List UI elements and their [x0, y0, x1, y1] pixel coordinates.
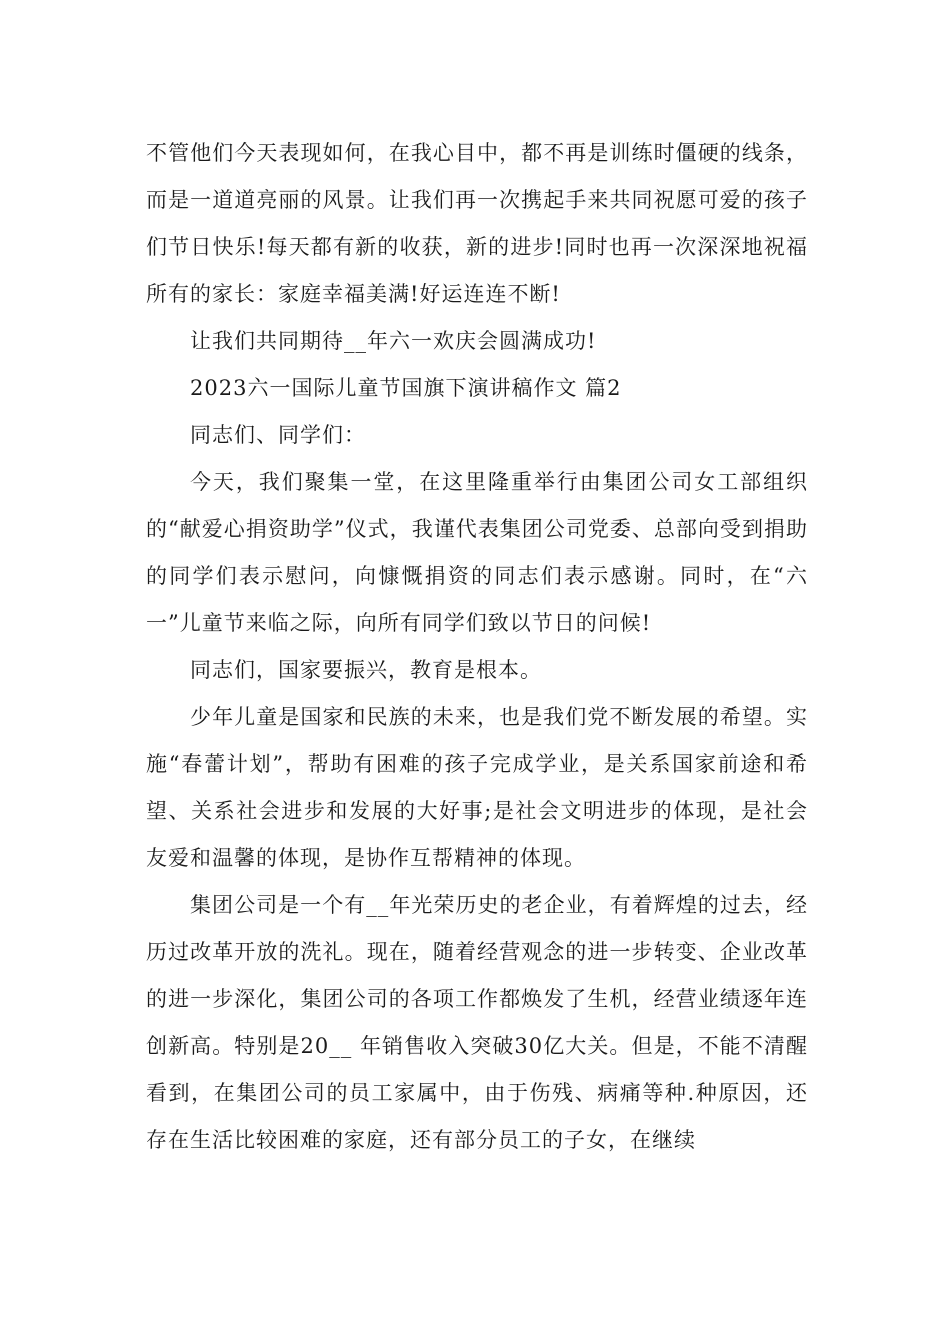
paragraph-salutation: 同志们、同学们： [190, 423, 366, 447]
paragraph-company-history: 集团公司是一个有__年光荣历史的老企业，有着辉煌的过去，经历过改革开放的洗礼。现在，随着经营观念的进一步转变、企业改革的进一步深化，集团公司的各项工作都焕发了生机，经营业绩逐年连创新高。特别是20__ 年销售收入突破30亿大关。但是，不能不清醒看到，在集团公司的员工家属中，由于伤残、病痛等种.种原因，还存在生活比较困难的家庭，还有部分员工的子女，在继续 [146, 893, 808, 1152]
paragraph-closing-wish: 让我们共同期待__年六一欢庆会圆满成功! [190, 329, 597, 353]
paragraph-continued: 不管他们今天表现如何，在我心目中，都不再是训练时僵硬的线条，而是一道道亮丽的风景。让我们再一次携起手来共同祝愿可爱的孩子们节日快乐!每天都有新的收获，新的进步!同时也再一次深深地祝福所有的家长：家庭幸福美满!好运连连不断! [146, 141, 808, 306]
paragraph-opening: 今天，我们聚集一堂，在这里隆重举行由集团公司女工部组织的“献爱心捐资助学”仪式，我谨代表集团公司党委、总部向受到捐助的同学们表示慰问，向慷慨捐资的同志们表示感谢。同时，在“六一”儿童节来临之际，向所有同学们致以节日的问候! [146, 470, 808, 635]
document-body [146, 130, 808, 1164]
paragraph-education: 同志们，国家要振兴，教育是根本。 [190, 658, 542, 682]
paragraph-children-future: 少年儿童是国家和民族的未来，也是我们党不断发展的希望。实施“春蕾计划”，帮助有困难的孩子完成学业，是关系国家前途和希望、关系社会进步和发展的大好事;是社会文明进步的体现，是社会友爱和温馨的体现，是协作互帮精神的体现。 [146, 705, 808, 870]
section-heading: 2023六一国际儿童节国旗下演讲稿作文 篇2 [190, 376, 622, 400]
